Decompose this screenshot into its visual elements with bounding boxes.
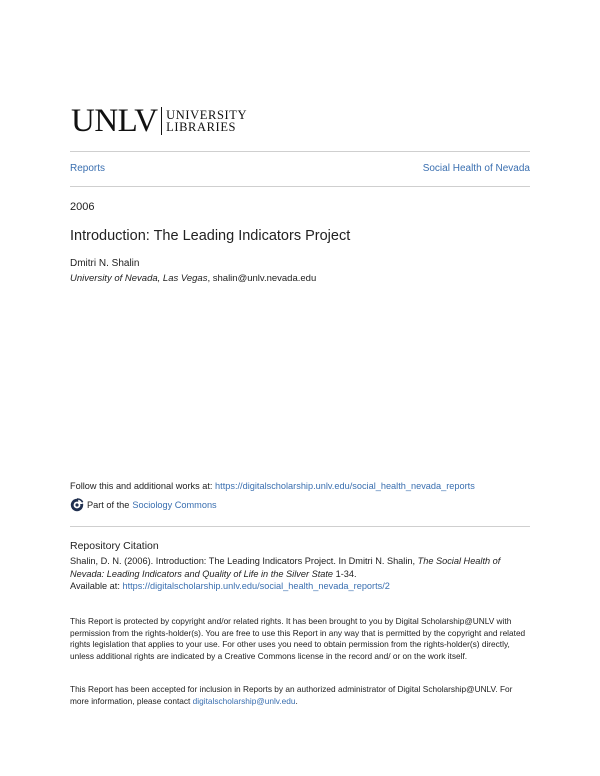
- open-access-icon: [70, 498, 84, 512]
- logo-libraries-text: [166, 109, 247, 133]
- acceptance-text: This Report has been accepted for inclusion in Reports by an authorized administrator of Digital Scholarship@UNLV. For more information, please contact: [70, 684, 513, 706]
- collection-url-link[interactable]: https://digitalscholarship.unlv.edu/social_health_nevada_reports: [215, 481, 475, 491]
- contact-email-link[interactable]: digitalscholarship@unlv.edu: [192, 695, 296, 706]
- citation-book-title: The Social Health of Nevada: Leading Indicators and Quality of Life in the Silver State: [70, 556, 501, 579]
- follow-line: [70, 481, 475, 491]
- citation-divider: [70, 526, 530, 527]
- rights-statement: This Report is protected by copyright and/or related rights. It has been brought to you by Digital Scholarship@UNLV with permission from the rights-holder(s). You are free to use this Report in any way that is permitted by the copyright and related rights legislation that applies to your use. For other uses you need to obtain permission from the rights-holder(s) directly, unless additional rights are indicated by a Creative Commons license in the record and/ or on the work itself.: [70, 616, 526, 661]
- author-affiliation: University of Nevada, Las Vegas, shalin@unlv.nevada.edu: [70, 273, 317, 284]
- document-title: Introduction: The Leading Indicators Project: [70, 228, 351, 244]
- nav-divider: [70, 186, 530, 187]
- available-at-link[interactable]: https://digitalscholarship.unlv.edu/social_health_nevada_reports/2: [122, 581, 390, 591]
- affiliation-institution: University of Nevada, Las Vegas: [70, 273, 208, 284]
- sociology-commons-link[interactable]: Sociology Commons: [132, 500, 217, 510]
- repository-citation-heading: Repository Citation: [70, 540, 159, 552]
- acceptance-statement: [70, 684, 532, 707]
- available-at-line: [70, 581, 390, 591]
- author-name: Dmitri N. Shalin: [70, 258, 140, 269]
- follow-prefix: Follow this and additional works at:: [70, 481, 216, 491]
- unlv-libraries-logo: [71, 103, 248, 139]
- top-divider: [70, 151, 530, 152]
- citation-text: [70, 555, 532, 581]
- logo-divider: [161, 107, 163, 135]
- available-at-label: Available at:: [70, 581, 123, 591]
- part-of-prefix: Part of the: [87, 500, 130, 510]
- author-email: shalin@unlv.nevada.edu: [212, 273, 317, 284]
- part-of-line: [70, 498, 217, 512]
- logo-line-libraries: LIBRARIES: [166, 120, 237, 134]
- logo-unlv-wordmark: UNLV: [71, 103, 158, 139]
- citation-after: 1-34.: [333, 569, 357, 579]
- publication-year: 2006: [70, 201, 95, 213]
- collection-nav: [70, 163, 530, 177]
- social-health-of-nevada-link[interactable]: Social Health of Nevada: [422, 163, 530, 174]
- logo-line-university: UNIVERSITY: [166, 108, 248, 122]
- reports-link[interactable]: Reports: [70, 163, 106, 174]
- acceptance-end: .: [295, 695, 298, 706]
- citation-before: Shalin, D. N. (2006). Introduction: The Leading Indicators Project. In Dmitri N. Shalin,: [70, 556, 418, 566]
